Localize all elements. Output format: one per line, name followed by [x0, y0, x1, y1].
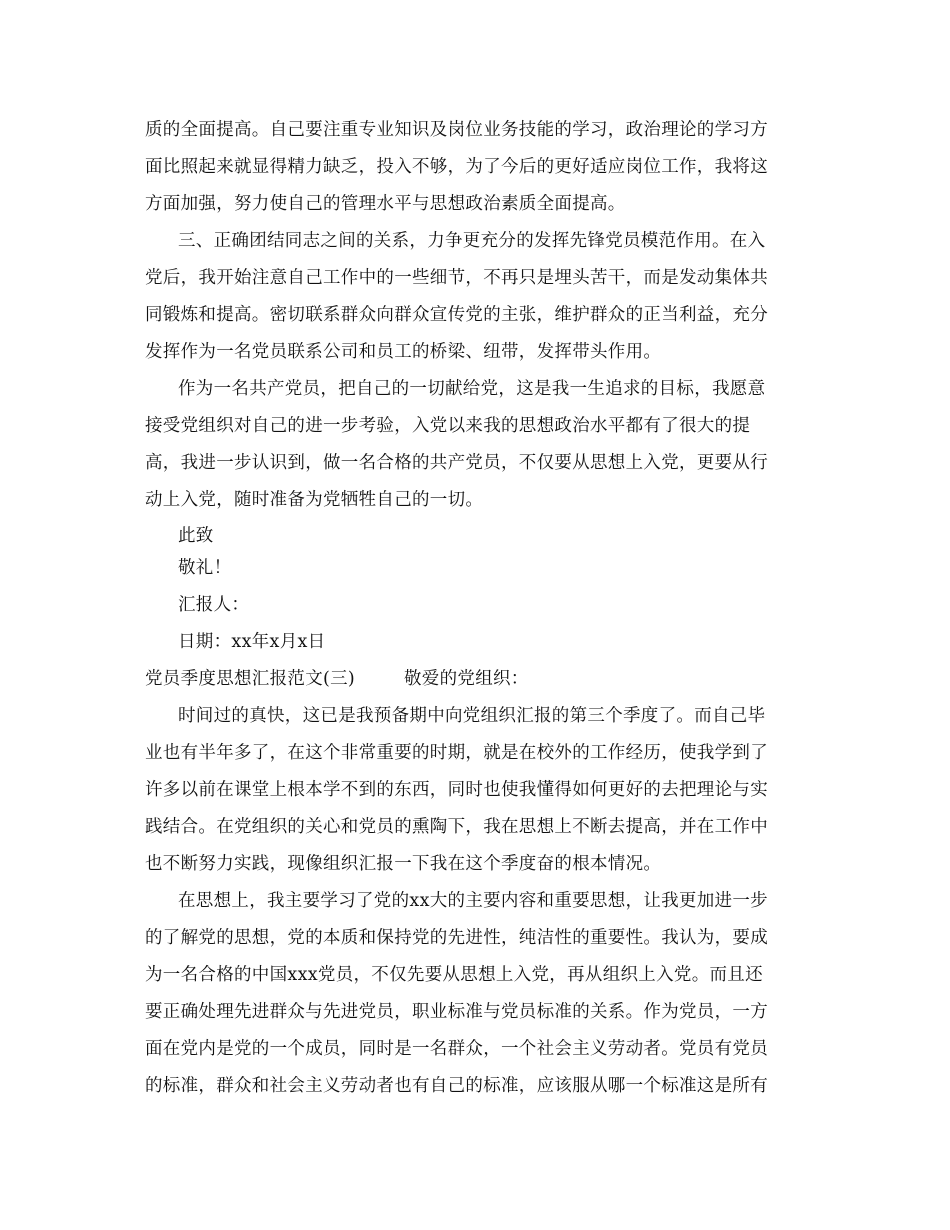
paragraph-line: 面在党内是党的一个成员，同时是一名群众，一个社会主义劳动者。党员有党员: [145, 1039, 768, 1059]
paragraph-line: 在思想上，我主要学习了党的xx大的主要内容和重要思想，让我更加进一步: [178, 891, 768, 911]
paragraph-line: 三、正确团结同志之间的关系，力争更充分的发挥先锋党员模范作用。在入: [178, 231, 766, 251]
paragraph-line: 面比照起来就显得精力缺乏，投入不够，为了今后的更好适应岗位工作，我将这: [145, 157, 768, 177]
paragraph-line: 也不断努力实践，现像组织汇报一下我在这个季度奋的根本情况。: [145, 854, 662, 874]
reporter-line: 汇报人：: [178, 595, 250, 615]
paragraph-line: 的标准，群众和社会主义劳动者也有自己的标准，应该服从哪一个标准这是所有: [145, 1076, 768, 1096]
paragraph-line: 方面加强，努力使自己的管理水平与思想政治素质全面提高。: [145, 194, 626, 214]
paragraph-line: 的了解党的思想，党的本质和保持党的先进性，纯洁性的重要性。我认为，要成: [145, 928, 768, 948]
salutation: 敬爱的党组织：: [404, 669, 529, 689]
paragraph-line: 质的全面提高。自己要注重专业知识及岗位业务技能的学习，政治理论的学习方: [145, 120, 768, 140]
paragraph-line: 践结合。在党组织的关心和党员的熏陶下，我在思想上不断去提高，并在工作中: [145, 817, 768, 837]
section-title: 党员季度思想汇报范文(三): [145, 669, 356, 689]
paragraph-line: 同锻炼和提高。密切联系群众向群众宣传党的主张，维护群众的正当利益，充分: [145, 305, 768, 325]
paragraph-line: 高，我进一步认识到，做一名合格的共产党员，不仅要从思想上入党，更要从行: [145, 453, 768, 473]
paragraph-line: 要正确处理先进群众与先进党员，职业标准与党员标准的关系。作为党员，一方: [145, 1002, 768, 1022]
closing-line: 此致: [178, 526, 214, 546]
paragraph-line: 党后，我开始注意自己工作中的一些细节，不再只是埋头苦干，而是发动集体共: [145, 268, 768, 288]
paragraph-line: 时间过的真快，这已是我预备期中向党组织汇报的第三个季度了。而自己毕: [178, 706, 766, 726]
paragraph-line: 业也有半年多了，在这个非常重要的时期，就是在校外的工作经历，使我学到了: [145, 743, 768, 763]
paragraph-line: 发挥作为一名党员联系公司和员工的桥梁、纽带，发挥带头作用。: [145, 342, 662, 362]
paragraph-line: 许多以前在课堂上根本学不到的东西，同时也使我懂得如何更好的去把理论与实: [145, 780, 768, 800]
closing-line: 敬礼！: [178, 558, 232, 578]
paragraph-line: 为一名合格的中国xxx党员，不仅先要从思想上入党，再从组织上入党。而且还: [145, 965, 763, 985]
paragraph-line: 动上入党，随时准备为党牺牲自己的一切。: [145, 490, 484, 510]
paragraph-line: 作为一名共产党员，把自己的一切献给党，这是我一生追求的目标，我愿意: [178, 379, 766, 399]
date-line: 日期：xx年x月x日: [178, 632, 326, 652]
paragraph-line: 接受党组织对自己的进一步考验，入党以来我的思想政治水平都有了很大的提: [145, 416, 751, 436]
